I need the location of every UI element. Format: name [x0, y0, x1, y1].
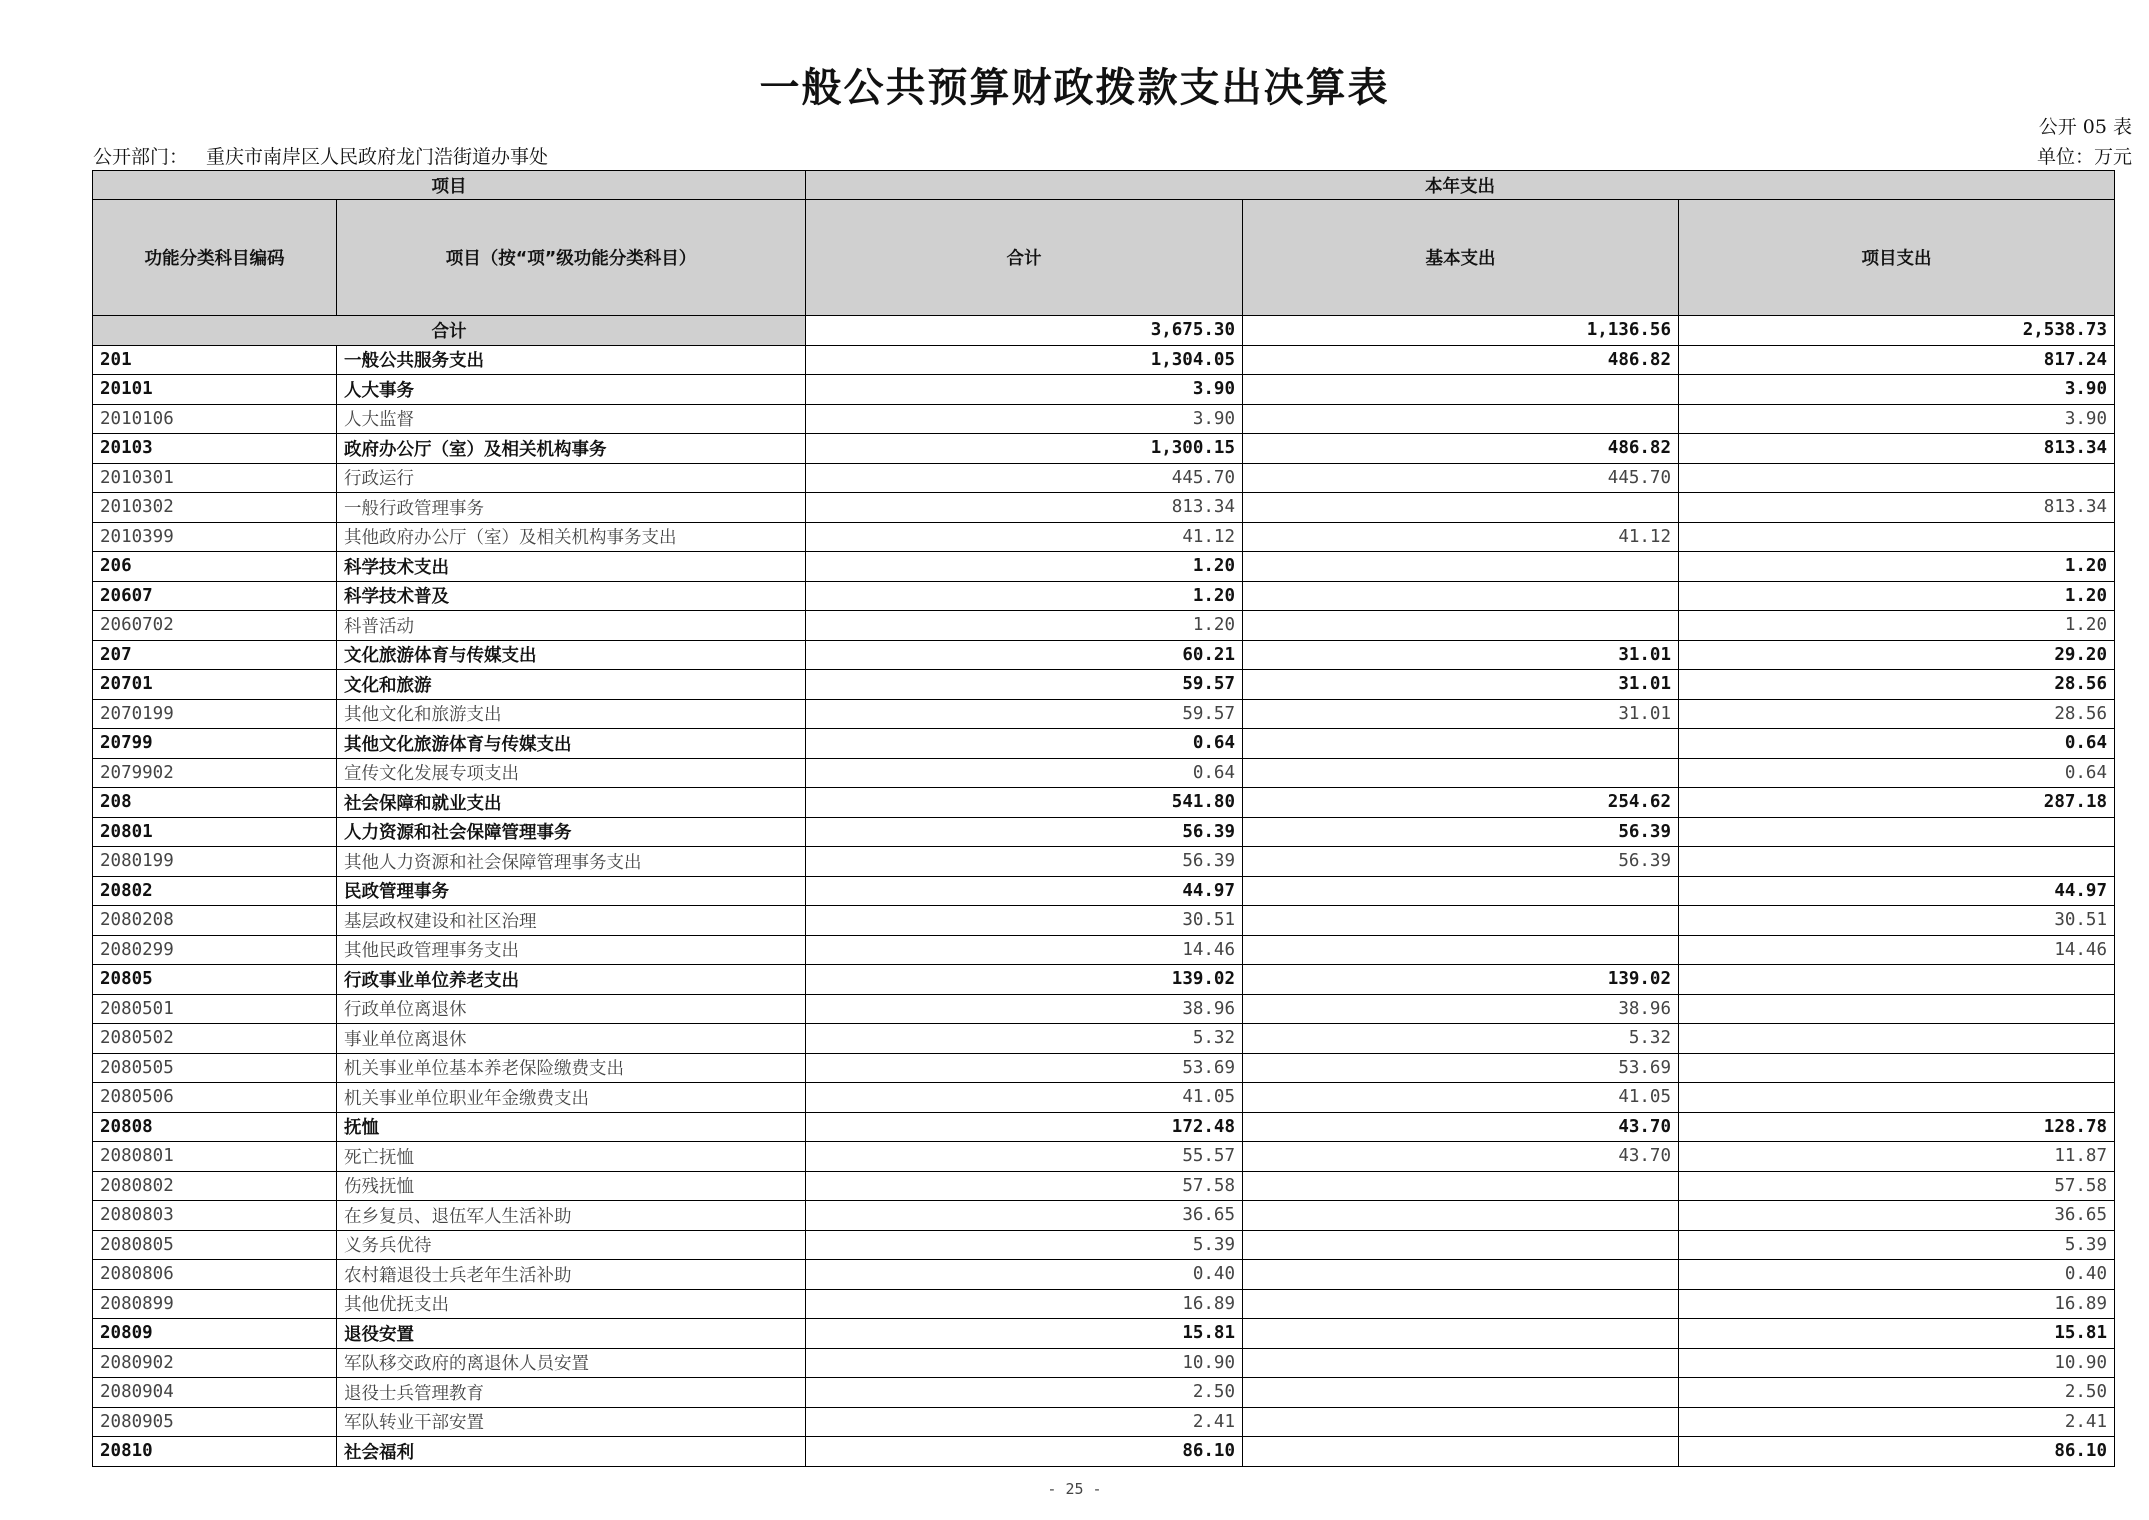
row-code: 20802 [93, 876, 337, 906]
row-name: 军队移交政府的离退休人员安置 [337, 1348, 806, 1378]
row-code: 2080802 [93, 1171, 337, 1201]
total-label: 合计 [93, 316, 806, 346]
total-sum: 3,675.30 [806, 316, 1243, 346]
row-name: 社会福利 [337, 1437, 806, 1467]
row-code: 2080904 [93, 1378, 337, 1408]
row-name: 人大监督 [337, 404, 806, 434]
row-code: 2079902 [93, 758, 337, 788]
row-code: 2010399 [93, 522, 337, 552]
row-name: 其他文化旅游体育与传媒支出 [337, 729, 806, 759]
row-name: 人力资源和社会保障管理事务 [337, 817, 806, 847]
table-row [93, 552, 2115, 582]
row-project: 3.90 [1679, 375, 2115, 405]
row-name: 其他优抚支出 [337, 1289, 806, 1319]
row-project: 1.20 [1679, 552, 2115, 582]
row-code: 20808 [93, 1112, 337, 1142]
table-row [93, 640, 2115, 670]
page-number: - 25 - [1047, 1480, 1102, 1498]
row-project: 29.20 [1679, 640, 2115, 670]
row-code: 2080506 [93, 1083, 337, 1113]
row-basic [1243, 1171, 1679, 1201]
header-basic: 基本支出 [1243, 200, 1679, 316]
total-project: 2,538.73 [1679, 316, 2115, 346]
row-total: 10.90 [806, 1348, 1243, 1378]
header-row-2 [93, 200, 2115, 316]
table-row [93, 729, 2115, 759]
row-project: 57.58 [1679, 1171, 2115, 1201]
row-total: 36.65 [806, 1201, 1243, 1231]
row-name: 基层政权建设和社区治理 [337, 906, 806, 936]
row-basic [1243, 1289, 1679, 1319]
table-row [93, 699, 2115, 729]
row-name: 其他民政管理事务支出 [337, 935, 806, 965]
table-row [93, 1053, 2115, 1083]
total-row [93, 316, 2115, 346]
row-total: 1,300.15 [806, 434, 1243, 464]
row-project [1679, 994, 2115, 1024]
row-project [1679, 847, 2115, 877]
table-row [93, 1260, 2115, 1290]
row-code: 20103 [93, 434, 337, 464]
row-name: 科学技术普及 [337, 581, 806, 611]
total-basic: 1,136.56 [1243, 316, 1679, 346]
row-name: 人大事务 [337, 375, 806, 405]
row-code: 20701 [93, 670, 337, 700]
table-row [93, 522, 2115, 552]
row-basic: 31.01 [1243, 670, 1679, 700]
row-project: 813.34 [1679, 434, 2115, 464]
table-number: 公开 05 表 [2038, 116, 2132, 138]
department-label: 公开部门： [93, 146, 189, 168]
row-project [1679, 463, 2115, 493]
row-basic [1243, 1201, 1679, 1231]
table-row [93, 1437, 2115, 1467]
row-project [1679, 965, 2115, 995]
table-row [93, 817, 2115, 847]
row-total: 1.20 [806, 611, 1243, 641]
table-row [93, 493, 2115, 523]
row-basic: 56.39 [1243, 817, 1679, 847]
row-total: 0.40 [806, 1260, 1243, 1290]
header-code: 功能分类科目编码 [93, 200, 337, 316]
header-this-year: 本年支出 [806, 171, 2115, 200]
row-basic: 43.70 [1243, 1142, 1679, 1172]
row-basic [1243, 611, 1679, 641]
row-basic: 254.62 [1243, 788, 1679, 818]
row-basic [1243, 1437, 1679, 1467]
row-code: 2080806 [93, 1260, 337, 1290]
header-total: 合计 [806, 200, 1243, 316]
row-name: 退役士兵管理教育 [337, 1378, 806, 1408]
table-row [93, 581, 2115, 611]
row-code: 20101 [93, 375, 337, 405]
header-row-1 [93, 171, 2115, 200]
table-row [93, 1230, 2115, 1260]
row-project: 0.64 [1679, 758, 2115, 788]
table-row [93, 1112, 2115, 1142]
row-project [1679, 817, 2115, 847]
table-row [93, 758, 2115, 788]
row-code: 20607 [93, 581, 337, 611]
row-name: 其他政府办公厅（室）及相关机构事务支出 [337, 522, 806, 552]
row-project: 15.81 [1679, 1319, 2115, 1349]
row-total: 59.57 [806, 670, 1243, 700]
table-row [93, 404, 2115, 434]
row-code: 201 [93, 345, 337, 375]
row-total: 813.34 [806, 493, 1243, 523]
row-code: 207 [93, 640, 337, 670]
table-row [93, 876, 2115, 906]
table-row [93, 1289, 2115, 1319]
row-basic [1243, 758, 1679, 788]
row-name: 机关事业单位职业年金缴费支出 [337, 1083, 806, 1113]
row-code: 2080199 [93, 847, 337, 877]
table-row [93, 788, 2115, 818]
table-row [93, 670, 2115, 700]
row-code: 2060702 [93, 611, 337, 641]
row-name: 军队转业干部安置 [337, 1407, 806, 1437]
row-project: 36.65 [1679, 1201, 2115, 1231]
table-row [93, 1142, 2115, 1172]
row-code: 20805 [93, 965, 337, 995]
header-project: 项目 [93, 171, 806, 200]
row-basic [1243, 1378, 1679, 1408]
table-row [93, 1319, 2115, 1349]
row-total: 86.10 [806, 1437, 1243, 1467]
row-code: 20801 [93, 817, 337, 847]
row-name: 抚恤 [337, 1112, 806, 1142]
row-basic [1243, 906, 1679, 936]
row-project [1679, 1024, 2115, 1054]
row-total: 16.89 [806, 1289, 1243, 1319]
row-project: 2.50 [1679, 1378, 2115, 1408]
row-total: 3.90 [806, 375, 1243, 405]
row-basic [1243, 729, 1679, 759]
row-total: 1.20 [806, 581, 1243, 611]
row-total: 53.69 [806, 1053, 1243, 1083]
row-total: 38.96 [806, 994, 1243, 1024]
row-name: 行政运行 [337, 463, 806, 493]
row-total: 445.70 [806, 463, 1243, 493]
row-project: 10.90 [1679, 1348, 2115, 1378]
row-total: 0.64 [806, 758, 1243, 788]
row-name: 一般公共服务支出 [337, 345, 806, 375]
row-basic: 31.01 [1243, 640, 1679, 670]
row-basic [1243, 876, 1679, 906]
row-total: 60.21 [806, 640, 1243, 670]
row-basic [1243, 552, 1679, 582]
unit-label: 单位：万元 [2036, 146, 2132, 168]
row-total: 5.32 [806, 1024, 1243, 1054]
row-code: 2080208 [93, 906, 337, 936]
row-basic [1243, 935, 1679, 965]
row-project: 30.51 [1679, 906, 2115, 936]
row-name: 文化旅游体育与传媒支出 [337, 640, 806, 670]
row-total: 3.90 [806, 404, 1243, 434]
row-name: 社会保障和就业支出 [337, 788, 806, 818]
row-basic [1243, 375, 1679, 405]
row-project: 0.64 [1679, 729, 2115, 759]
row-code: 2080803 [93, 1201, 337, 1231]
table-row [93, 375, 2115, 405]
row-project: 28.56 [1679, 670, 2115, 700]
row-name: 农村籍退役士兵老年生活补助 [337, 1260, 806, 1290]
row-basic: 486.82 [1243, 434, 1679, 464]
row-basic: 53.69 [1243, 1053, 1679, 1083]
row-basic: 56.39 [1243, 847, 1679, 877]
row-total: 2.41 [806, 1407, 1243, 1437]
row-project: 44.97 [1679, 876, 2115, 906]
row-name: 在乡复员、退伍军人生活补助 [337, 1201, 806, 1231]
row-basic: 31.01 [1243, 699, 1679, 729]
row-total: 2.50 [806, 1378, 1243, 1408]
table-row [93, 1083, 2115, 1113]
row-total: 1,304.05 [806, 345, 1243, 375]
row-code: 2080902 [93, 1348, 337, 1378]
row-total: 59.57 [806, 699, 1243, 729]
row-code: 2010301 [93, 463, 337, 493]
department-line [93, 142, 548, 169]
page-title: 一般公共预算财政拨款支出决算表 [759, 65, 1390, 111]
row-project: 1.20 [1679, 581, 2115, 611]
row-project: 813.34 [1679, 493, 2115, 523]
row-code: 20799 [93, 729, 337, 759]
row-project: 1.20 [1679, 611, 2115, 641]
table-row [93, 1024, 2115, 1054]
row-code: 2010106 [93, 404, 337, 434]
row-code: 2080299 [93, 935, 337, 965]
table-row [93, 906, 2115, 936]
row-name: 退役安置 [337, 1319, 806, 1349]
row-code: 208 [93, 788, 337, 818]
row-name: 伤残抚恤 [337, 1171, 806, 1201]
row-name: 文化和旅游 [337, 670, 806, 700]
row-basic [1243, 1230, 1679, 1260]
row-name: 其他人力资源和社会保障管理事务支出 [337, 847, 806, 877]
row-project [1679, 1053, 2115, 1083]
row-project: 86.10 [1679, 1437, 2115, 1467]
table-row [93, 434, 2115, 464]
row-total: 5.39 [806, 1230, 1243, 1260]
row-name: 义务兵优待 [337, 1230, 806, 1260]
header-project-exp: 项目支出 [1679, 200, 2115, 316]
row-code: 2070199 [93, 699, 337, 729]
row-basic [1243, 493, 1679, 523]
row-code: 2080905 [93, 1407, 337, 1437]
row-name: 一般行政管理事务 [337, 493, 806, 523]
row-project: 11.87 [1679, 1142, 2115, 1172]
row-total: 139.02 [806, 965, 1243, 995]
table-row [93, 935, 2115, 965]
row-basic: 38.96 [1243, 994, 1679, 1024]
row-name: 事业单位离退休 [337, 1024, 806, 1054]
row-code: 2080502 [93, 1024, 337, 1054]
row-name: 宣传文化发展专项支出 [337, 758, 806, 788]
row-code: 2080805 [93, 1230, 337, 1260]
table-row [93, 611, 2115, 641]
row-code: 2080899 [93, 1289, 337, 1319]
row-total: 57.58 [806, 1171, 1243, 1201]
row-project: 28.56 [1679, 699, 2115, 729]
row-basic: 43.70 [1243, 1112, 1679, 1142]
row-total: 56.39 [806, 847, 1243, 877]
row-total: 56.39 [806, 817, 1243, 847]
expenditure-table [92, 170, 2115, 1467]
row-name: 机关事业单位基本养老保险缴费支出 [337, 1053, 806, 1083]
row-total: 55.57 [806, 1142, 1243, 1172]
table-row [93, 463, 2115, 493]
table-row [93, 1407, 2115, 1437]
row-basic [1243, 1348, 1679, 1378]
table-row [93, 1348, 2115, 1378]
row-name: 其他文化和旅游支出 [337, 699, 806, 729]
row-project: 817.24 [1679, 345, 2115, 375]
row-basic: 486.82 [1243, 345, 1679, 375]
row-project: 5.39 [1679, 1230, 2115, 1260]
row-total: 44.97 [806, 876, 1243, 906]
row-name: 行政单位离退休 [337, 994, 806, 1024]
row-project: 287.18 [1679, 788, 2115, 818]
row-total: 30.51 [806, 906, 1243, 936]
row-project: 16.89 [1679, 1289, 2115, 1319]
row-basic: 41.12 [1243, 522, 1679, 552]
row-code: 20810 [93, 1437, 337, 1467]
row-total: 41.12 [806, 522, 1243, 552]
table-row [93, 1378, 2115, 1408]
row-name: 政府办公厅（室）及相关机构事务 [337, 434, 806, 464]
row-total: 0.64 [806, 729, 1243, 759]
row-basic: 445.70 [1243, 463, 1679, 493]
row-code: 2080505 [93, 1053, 337, 1083]
row-code: 206 [93, 552, 337, 582]
table-row [93, 1201, 2115, 1231]
row-project: 3.90 [1679, 404, 2115, 434]
row-code: 2080801 [93, 1142, 337, 1172]
row-project: 128.78 [1679, 1112, 2115, 1142]
row-name: 行政事业单位养老支出 [337, 965, 806, 995]
row-name: 民政管理事务 [337, 876, 806, 906]
row-name: 死亡抚恤 [337, 1142, 806, 1172]
header-name: 项目（按“项”级功能分类科目） [337, 200, 806, 316]
row-total: 15.81 [806, 1319, 1243, 1349]
row-basic [1243, 581, 1679, 611]
row-basic [1243, 404, 1679, 434]
row-code: 2010302 [93, 493, 337, 523]
row-basic [1243, 1260, 1679, 1290]
row-name: 科学技术支出 [337, 552, 806, 582]
row-total: 14.46 [806, 935, 1243, 965]
row-basic: 41.05 [1243, 1083, 1679, 1113]
table-row [93, 994, 2115, 1024]
row-total: 541.80 [806, 788, 1243, 818]
table-row [93, 1171, 2115, 1201]
row-project: 0.40 [1679, 1260, 2115, 1290]
row-basic: 139.02 [1243, 965, 1679, 995]
row-basic: 5.32 [1243, 1024, 1679, 1054]
table-row [93, 965, 2115, 995]
row-total: 41.05 [806, 1083, 1243, 1113]
department-name: 重庆市南岸区人民政府龙门浩街道办事处 [206, 146, 549, 168]
table-row [93, 847, 2115, 877]
table-body [93, 171, 2115, 1467]
row-code: 20809 [93, 1319, 337, 1349]
row-project [1679, 1083, 2115, 1113]
row-code: 2080501 [93, 994, 337, 1024]
row-total: 172.48 [806, 1112, 1243, 1142]
row-project: 14.46 [1679, 935, 2115, 965]
table-row [93, 345, 2115, 375]
row-project [1679, 522, 2115, 552]
row-basic [1243, 1319, 1679, 1349]
row-basic [1243, 1407, 1679, 1437]
row-project: 2.41 [1679, 1407, 2115, 1437]
row-name: 科普活动 [337, 611, 806, 641]
row-total: 1.20 [806, 552, 1243, 582]
